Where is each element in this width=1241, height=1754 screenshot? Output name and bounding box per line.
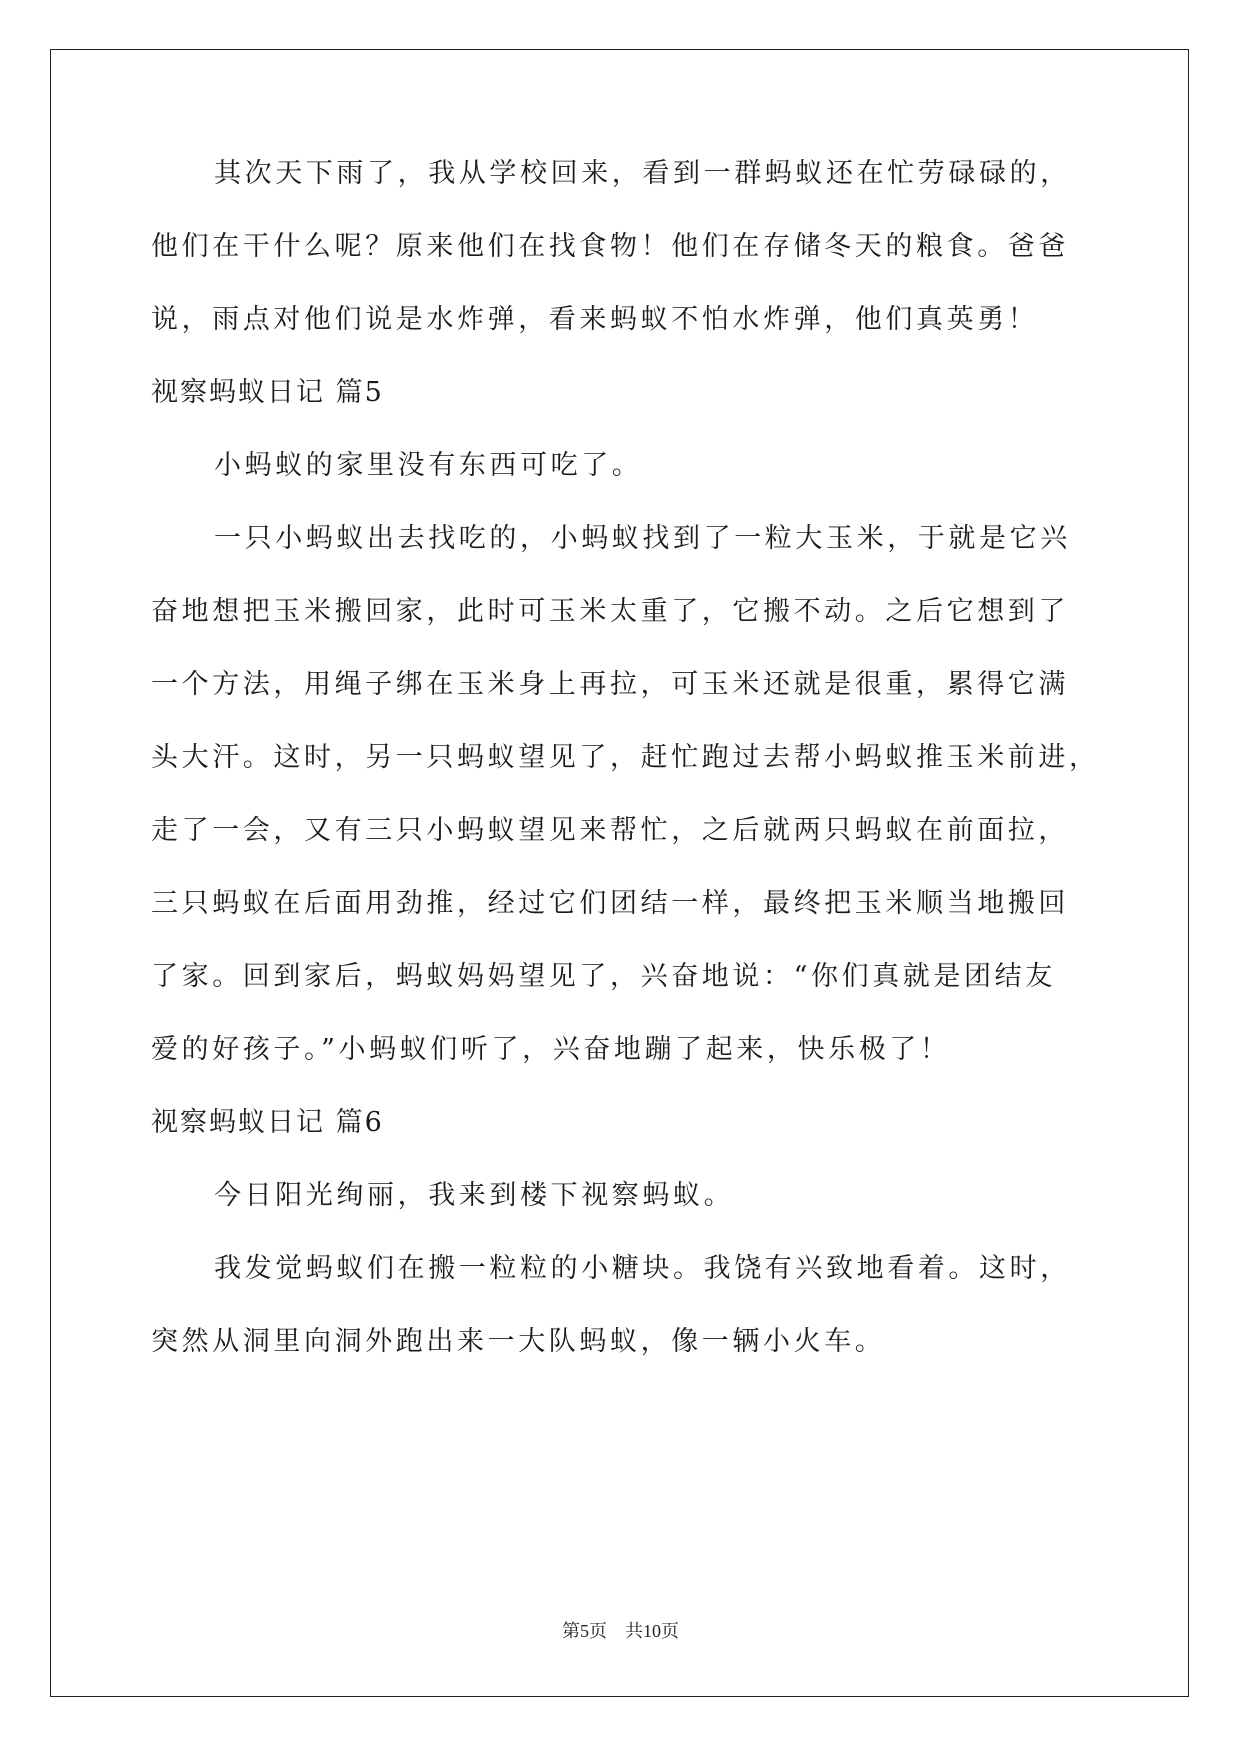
paragraph-line: 他们在干什么呢？原来他们在找食物！他们在存储冬天的粮食。爸爸 — [151, 231, 1069, 262]
paragraph-line: 三只蚂蚁在后面用劲推，经过它们团结一样，最终把玉米顺当地搬回 — [151, 888, 1069, 919]
page-number-footer: 第5页 共10页 — [562, 1621, 679, 1641]
paragraph-line: 一只小蚂蚁出去找吃的，小蚂蚁找到了一粒大玉米，于就是它兴 — [214, 523, 1071, 554]
paragraph-line: 今日阳光绚丽，我来到楼下视察蚂蚁。 — [214, 1180, 735, 1211]
paragraph-line: 我发觉蚂蚁们在搬一粒粒的小糖块。我饶有兴致地看着。这时， — [214, 1253, 1071, 1284]
section-heading: 视察蚂蚁日记 篇6 — [151, 1107, 384, 1138]
paragraph-line: 说，雨点对他们说是水炸弹，看来蚂蚁不怕水炸弹，他们真英勇！ — [151, 304, 1039, 335]
paragraph-line: 了家。回到家后，蚂蚁妈妈望见了，兴奋地说：“你们真就是团结友 — [151, 961, 1056, 992]
paragraph-line: 头大汗。这时，另一只蚂蚁望见了，赶忙跑过去帮小蚂蚁推玉米前进， — [151, 742, 1100, 773]
paragraph-line: 奋地想把玉米搬回家，此时可玉米太重了，它搬不动。之后它想到了 — [151, 596, 1069, 627]
paragraph-line: 小蚂蚁的家里没有东西可吃了。 — [214, 450, 643, 481]
paragraph-line: 爱的好孩子。”小蚂蚁们听了，兴奋地蹦了起来，快乐极了！ — [151, 1034, 951, 1065]
paragraph-line: 突然从洞里向洞外跑出来一大队蚂蚁，像一辆小火车。 — [151, 1326, 886, 1357]
page-border — [50, 49, 1189, 1697]
paragraph-line: 其次天下雨了，我从学校回来，看到一群蚂蚁还在忙劳碌碌的， — [214, 158, 1071, 189]
section-heading: 视察蚂蚁日记 篇5 — [151, 377, 384, 408]
paragraph-line: 一个方法，用绳子绑在玉米身上再拉，可玉米还就是很重，累得它满 — [151, 669, 1069, 700]
paragraph-line: 走了一会，又有三只小蚂蚁望见来帮忙，之后就两只蚂蚁在前面拉， — [151, 815, 1069, 846]
